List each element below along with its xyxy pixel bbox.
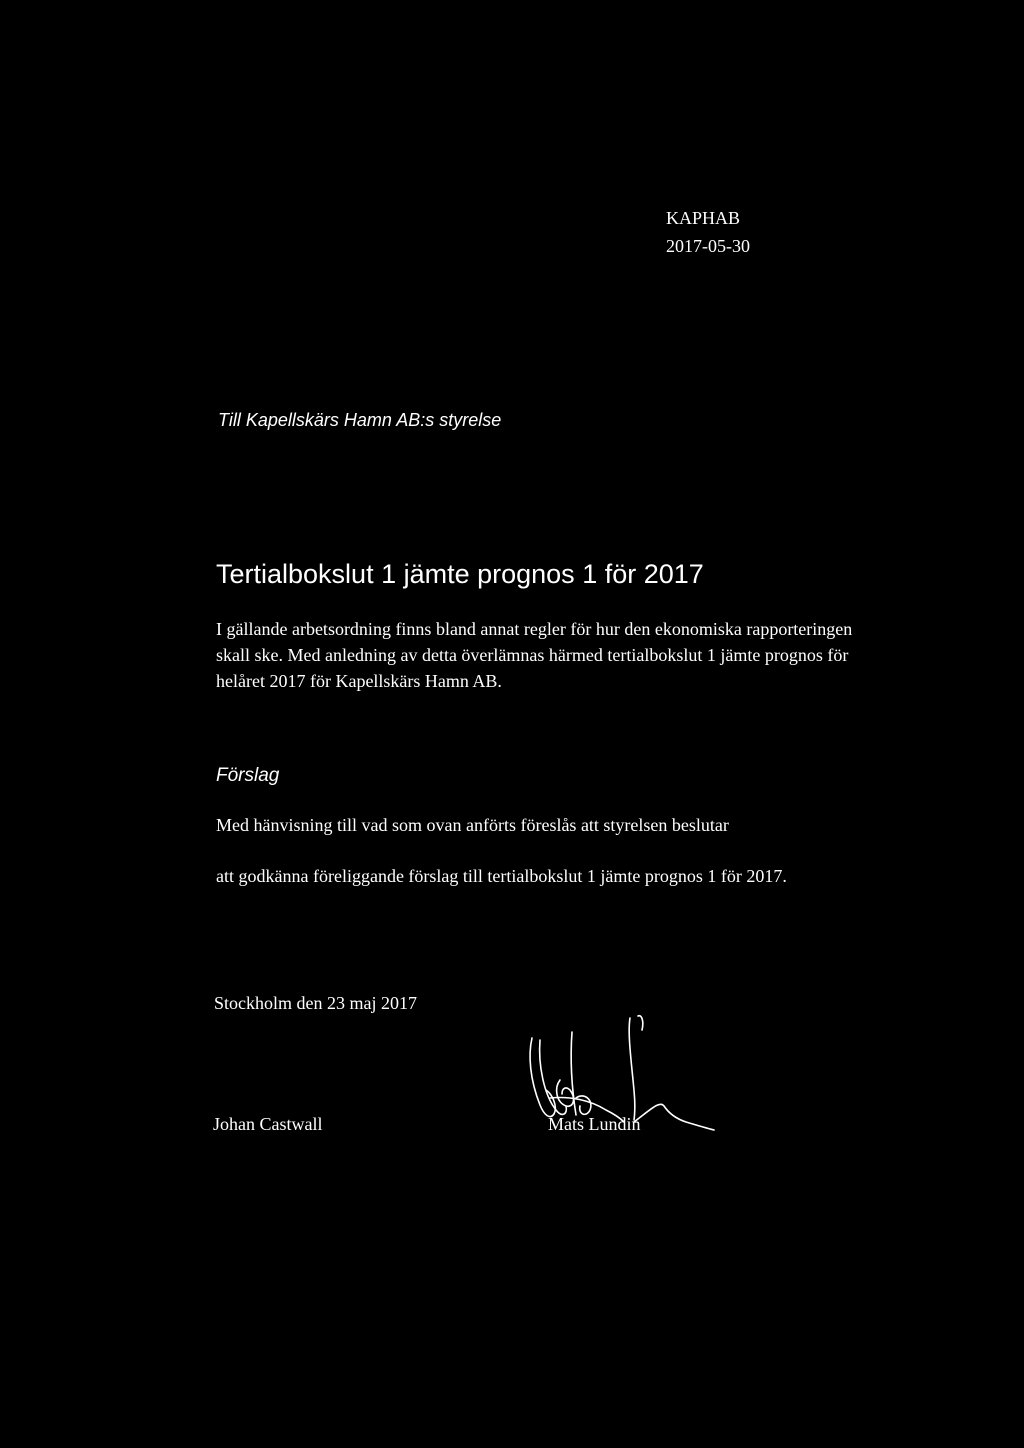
proposal-text: Med hänvisning till vad som ovan anförts föreslås att styrelsen beslutar xyxy=(216,815,729,835)
place-and-date: Stockholm den 23 maj 2017 xyxy=(214,993,417,1013)
handwritten-signature xyxy=(510,1010,720,1140)
header-date: 2017-05-30 xyxy=(666,236,750,256)
intro-line: I gällande arbetsordning finns bland annat regler för hur den ekonomiska rapporteringen xyxy=(216,619,853,639)
proposal-heading: Förslag xyxy=(216,765,280,786)
intro-paragraph xyxy=(216,616,881,694)
intro-line: skall ske. Med anledning av detta överlämnas härmed tertialbokslut 1 jämte prognos för xyxy=(216,645,849,665)
recipient-line: Till Kapellskärs Hamn AB:s styrelse xyxy=(218,410,502,430)
signer-name-2: Mats Lundin xyxy=(548,1114,641,1134)
document-title: Tertialbokslut 1 jämte prognos 1 för 2017 xyxy=(216,559,704,589)
proposal-decision: att godkänna föreliggande förslag till tertialbokslut 1 jämte prognos 1 för 2017. xyxy=(216,866,787,886)
header-company: KAPHAB xyxy=(666,208,741,228)
intro-line: helåret 2017 för Kapellskärs Hamn AB. xyxy=(216,671,502,691)
signer-name-1: Johan Castwall xyxy=(213,1114,323,1134)
